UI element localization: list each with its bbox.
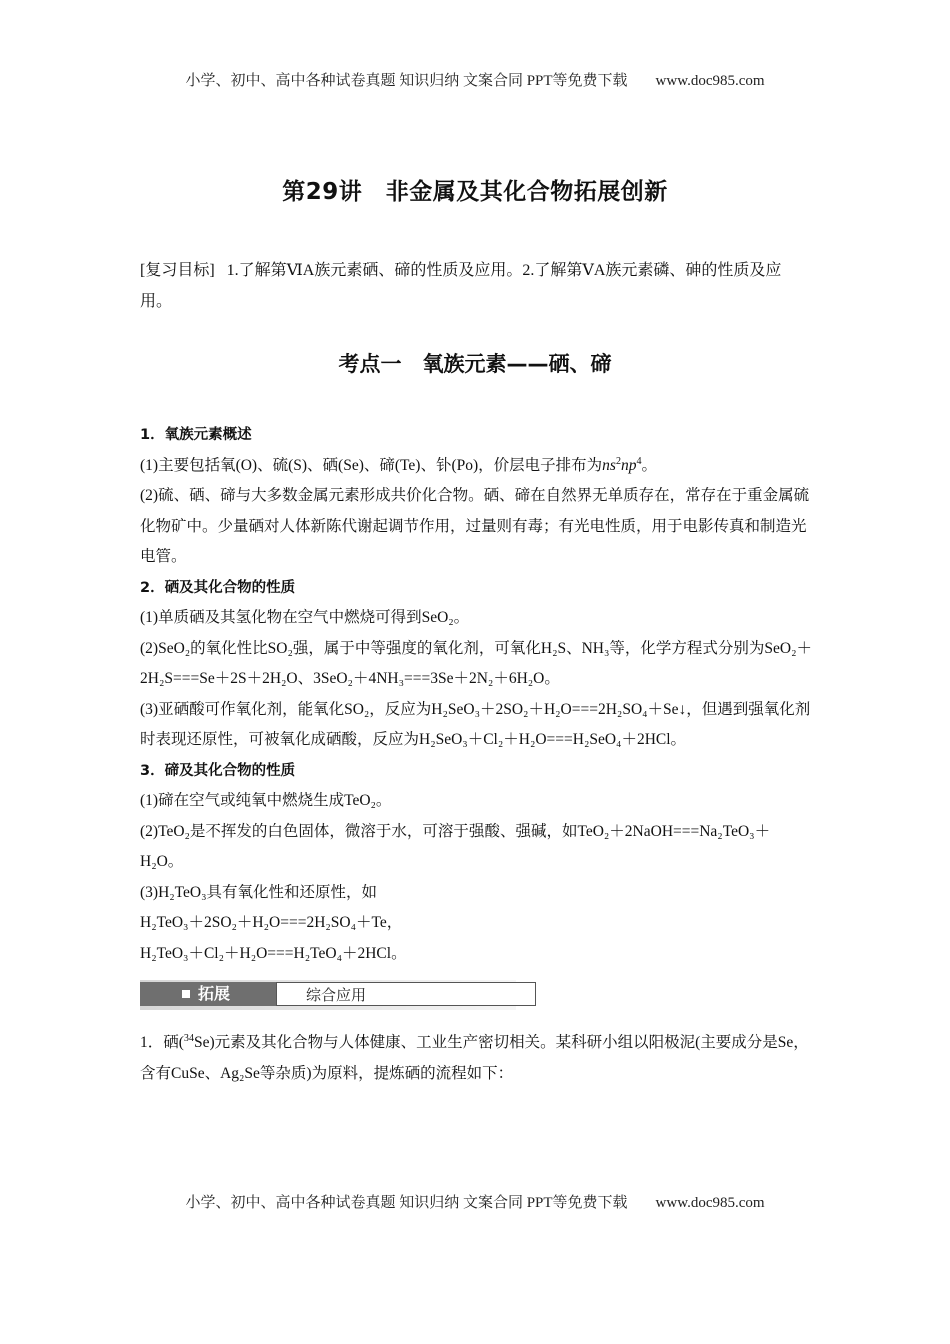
text: 1．硒( xyxy=(140,1034,184,1051)
paragraph: (2)TeO₂是不挥发的白色固体，微溶于水，可溶于强酸、强碱，如TeO₂＋2NaOH===Na₂TeO₃＋H₂O。 xyxy=(140,822,771,870)
square-bullet-icon xyxy=(182,990,190,998)
banner-tab-label: 综合应用 xyxy=(306,986,367,1004)
text: 34 xyxy=(183,1032,194,1044)
footer-text: 小学、初中、高中各种试卷真题 知识归纳 文案合同 PPT等免费下载 xyxy=(185,1195,628,1211)
text: 2 xyxy=(615,455,621,467)
equation: H₂TeO₃＋2SO₂＋H₂O===2H₂SO₄＋Te， xyxy=(140,914,403,931)
main-content xyxy=(140,420,812,969)
paragraph: (3)亚硒酸可作氧化剂，能氧化SO₂，反应为H₂SeO₃＋2SO₂＋H₂O===2H₂SO₄＋Se↓，但遇到强氧化剂时表现还原性，可被氧化成硒酸，反应为H₂SeO₃＋Cl₂＋H₂O===H₂SeO₄＋2HCl。 xyxy=(140,700,811,748)
lecture-title: 第29讲 非金属及其化合物拓展创新 xyxy=(282,179,668,205)
header-text: 小学、初中、高中各种试卷真题 知识归纳 文案合同 PPT等免费下载 xyxy=(185,73,628,89)
heading-tellurium: 3．碲及其化合物的性质 xyxy=(140,762,296,779)
text: Se)元素及其化合物与人体健康、工业生产密切相关。某科研小组以阳极泥(主要成分是Se，含有CuSe、Ag₂Se等杂质)为原料，提炼硒的流程如下： xyxy=(140,1034,809,1082)
review-goals xyxy=(140,255,812,317)
paragraph: (2)SeO₂的氧化性比SO₂强，属于中等强度的氧化剂，可氧化H₂S、NH₃等，化学方程式分别为SeO₂＋2H₂S===Se＋2S＋2H₂O、3SeO₂＋4NH₃===3Se＋2N₂＋6H₂O。 xyxy=(140,639,812,687)
heading-overview: 1．氧族元素概述 xyxy=(140,427,252,443)
header-site-link[interactable]: www.doc985.com xyxy=(655,73,765,89)
banner-label: 拓展 xyxy=(198,984,231,1003)
text: 。 xyxy=(641,456,658,474)
paragraph: (1)碲在空气或纯氧中燃烧生成TeO₂。 xyxy=(140,792,392,809)
question-1 xyxy=(140,1028,812,1089)
paragraph xyxy=(140,451,812,482)
equation: H₂TeO₃＋Cl₂＋H₂O===H₂TeO₄＋2HCl。 xyxy=(140,944,407,962)
text: ns xyxy=(602,456,616,474)
page-footer xyxy=(0,1191,950,1212)
heading-selenium: 2．硒及其化合物的性质 xyxy=(140,579,296,596)
footer-site-link[interactable]: www.doc985.com xyxy=(655,1195,765,1211)
paragraph: (1)单质硒及其氢化物在空气中燃烧可得到SeO₂。 xyxy=(140,609,470,626)
section-title: 考点一 氧族元素——硒、碲 xyxy=(338,352,612,376)
text: (1)主要包括氧(O)、硫(S)、硒(Se)、碲(Te)、钋(Po)，价层电子排布为 xyxy=(140,456,603,474)
goals-label: [复习目标] xyxy=(140,262,215,279)
goals-text: 1.了解第ⅥA族元素硒、碲的性质及应用。2.了解第ⅤA族元素磷、砷的性质及应用。 xyxy=(140,262,782,310)
extension-banner xyxy=(140,980,516,1010)
paragraph: (2)硫、硒、碲与大多数金属元素形成共价化合物。硒、碲在自然界无单质存在，常存在于重金属硫化物矿中。少量硒对人体新陈代谢起调节作用，过量则有毒；有光电性质，用于电影传真和制造光电管。 xyxy=(140,487,810,565)
paragraph: (3)H₂TeO₃具有氧化性和还原性，如 xyxy=(140,883,378,901)
text: 4 xyxy=(636,455,642,467)
text: np xyxy=(620,456,637,474)
question-text xyxy=(140,1028,812,1089)
page-header xyxy=(0,69,950,90)
